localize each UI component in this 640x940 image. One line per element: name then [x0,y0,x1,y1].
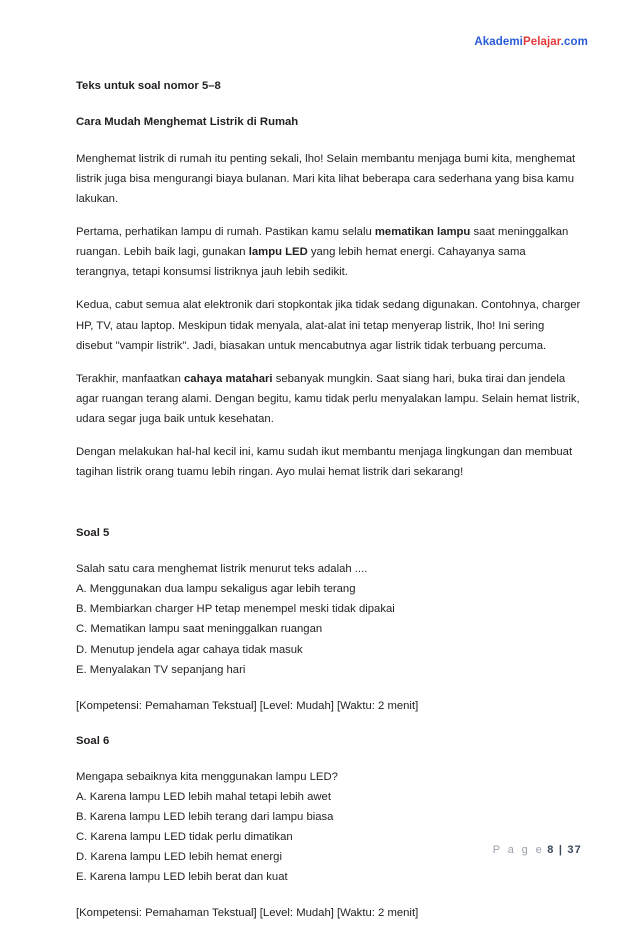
question-option[interactable]: C. Mematikan lampu saat meninggalkan ruangan [76,623,323,636]
question-metadata: [Kompetensi: Pemahaman Tekstual] [Level: Mudah] [Waktu: 2 menit] [76,907,419,920]
question-option[interactable]: B. Membiarkan charger HP tetap menempel meski tidak dipakai [76,603,395,616]
question-option[interactable]: A. Karena lampu LED lebih mahal tetapi lebih awet [76,790,331,803]
document-content [76,78,581,940]
paragraph-text: Dengan melakukan hal-hal kecil ini, kamu sudah ikut membantu menjaga lingkungan dan membuat tagihan listrik orang tuamu lebih ringan. Ayo mulai hemat listrik dari sekarang! [76,446,573,479]
site-logo [474,36,588,48]
section-spacer [76,495,581,525]
question-prompt: Salah satu cara menghemat listrik menurut teks adalah .... [76,563,368,576]
paragraph-text: yang lebih hemat energi. Cahayanya sama terangnya, tetapi konsumsi listriknya jauh lebih sedikit. [76,246,526,279]
question-option[interactable]: B. Karena lampu LED lebih terang dari lampu biasa [76,810,334,823]
paragraph-text: sebanyak mungkin. Saat siang hari, buka tirai dan jendela agar ruangan terang alami. Dengan begitu, kamu tidak perlu menyalakan lampu. Selain hemat listrik, udara segar juga baik untuk kesehatan. [76,372,580,425]
question-option[interactable]: D. Menutup jendela agar cahaya tidak masuk [76,643,303,656]
questions-list [76,525,581,923]
article-body [76,149,581,482]
question-block [76,525,581,716]
paragraph-text: Terakhir, manfaatkan [76,372,185,385]
page-footer [493,844,582,856]
question-heading: Soal 5 [76,527,110,540]
question-option[interactable]: A. Menggunakan dua lampu sekaligus agar lebih terang [76,583,356,596]
emphasis-text: cahaya matahari [184,372,273,385]
question-option[interactable]: E. Menyalakan TV sepanjang hari [76,663,246,676]
article-title: Cara Mudah Menghemat Listrik di Rumah [76,115,299,128]
article-paragraph [76,222,581,282]
section-label: Teks untuk soal nomor 5–8 [76,80,221,92]
question-option[interactable]: E. Karena lampu LED lebih berat dan kuat [76,871,288,884]
question-heading: Soal 6 [76,734,110,747]
logo-part-akademi: Akademi [474,36,523,48]
paragraph-text: saat meninggalkan ruangan. Lebih baik lagi, gunakan [76,226,569,259]
paragraph-text: Kedua, cabut semua alat elektronik dari stopkontak jika tidak sedang digunakan. Contohnya, charger HP, TV, atau laptop. Meskipun tidak menyala, alat-alat ini tetap menyerap listrik, lho! Ini sering disebut "vampir listrik". Jadi, biasakan untuk mencabutnya agar listrik tidak terbuang percuma. [76,299,581,352]
question-prompt: Mengapa sebaiknya kita menggunakan lampu LED? [76,770,338,783]
logo-part-pelajar: Pelajar [522,36,561,48]
emphasis-text: lampu LED [248,246,308,259]
article-paragraph [76,369,581,429]
paragraph-text: Menghemat listrik di rumah itu penting sekali, lho! Selain membantu menjaga bumi kita, menghemat listrik juga bisa mengurangi biaya bulanan. Mari kita lihat beberapa cara sederhana yang bisa kamu lakukan. [76,152,576,206]
question-option[interactable]: D. Karena lampu LED lebih hemat energi [76,851,282,864]
question-metadata: [Kompetensi: Pemahaman Tekstual] [Level: Mudah] [Waktu: 2 menit] [76,699,419,712]
article-paragraph [76,295,581,355]
paragraph-text: Pertama, perhatikan lampu di rumah. Pastikan kamu selalu [76,226,375,239]
footer-page-number: 8 | 37 [547,844,582,856]
question-option[interactable]: C. Karena lampu LED tidak perlu dimatikan [76,831,293,843]
emphasis-text: mematikan lampu [374,226,471,239]
logo-part-domain: .com [560,36,588,48]
article-paragraph [76,442,581,482]
question-block [76,733,581,924]
article-paragraph [76,149,581,209]
footer-page-word: P a g e [492,844,545,856]
